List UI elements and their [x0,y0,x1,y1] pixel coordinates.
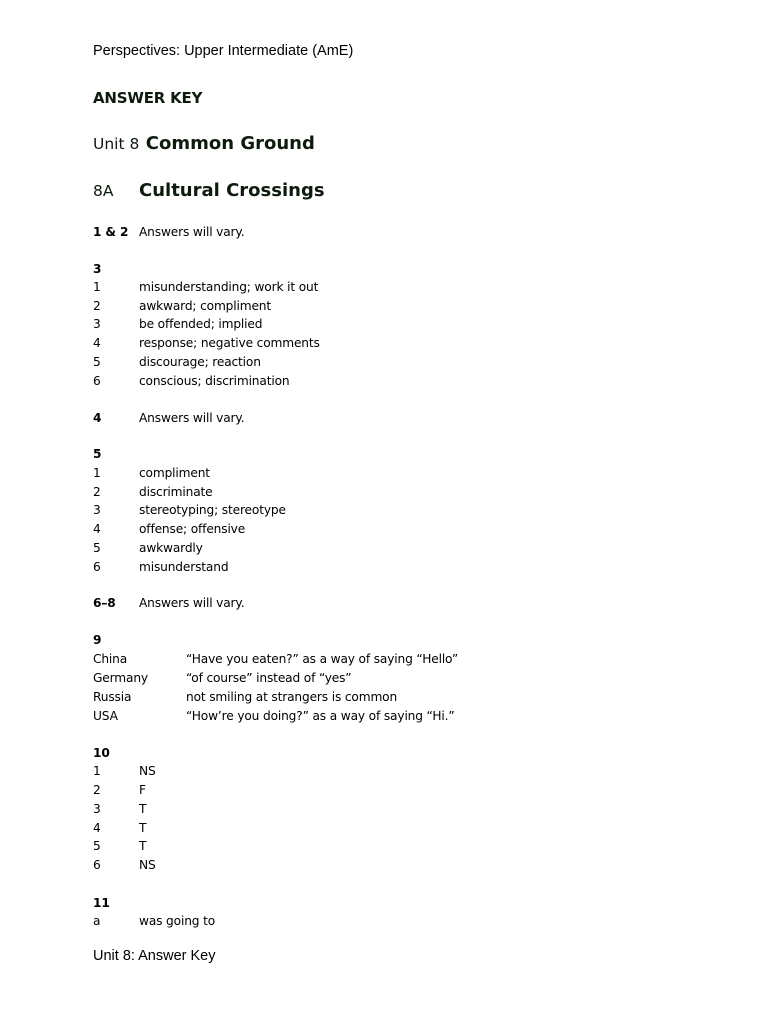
page-header: Perspectives: Upper Intermediate (AmE) [93,43,354,59]
item-answer: NS [139,858,156,872]
item-answer: awkward; compliment [139,299,272,313]
exercise-label: 5 [93,447,102,461]
item-number: 5 [93,355,101,369]
answer-key-heading: ANSWER KEY [93,89,203,107]
item-answer: “How’re you doing?” as a way of saying “Hi.” [186,709,455,723]
item-number: 4 [93,336,101,350]
item-number: 3 [93,317,101,331]
exercise-label: 1 & 2 [93,225,129,239]
item-number: 5 [93,839,101,853]
item-number: 1 [93,280,101,294]
item-answer: be offended; implied [139,317,263,331]
exercise-answer: Answers will vary. [139,596,245,610]
item-answer: T [139,839,147,853]
item-answer: “of course” instead of “yes” [186,671,352,685]
exercise-answer: Answers will vary. [139,225,245,239]
item-number: 2 [93,485,101,499]
item-number: 6 [93,374,101,388]
page-footer: Unit 8: Answer Key [93,948,216,964]
item-answer: T [139,821,147,835]
item-country: China [93,652,128,666]
item-number: a [93,914,101,928]
item-country: USA [93,709,118,723]
item-number: 1 [93,764,101,778]
exercise-label: 11 [93,896,110,910]
item-answer: misunderstand [139,560,229,574]
item-number: 1 [93,466,101,480]
item-number: 5 [93,541,101,555]
exercise-label: 10 [93,746,110,760]
item-number: 4 [93,821,101,835]
item-answer: awkwardly [139,541,203,555]
item-answer: conscious; discrimination [139,374,290,388]
item-answer: NS [139,764,156,778]
item-number: 6 [93,560,101,574]
exercise-answer: Answers will vary. [139,411,245,425]
item-country: Germany [93,671,148,685]
lesson-code: 8A [93,182,114,200]
item-answer: response; negative comments [139,336,320,350]
item-answer: discourage; reaction [139,355,261,369]
lesson-name: Cultural Crossings [139,180,325,201]
item-answer: discriminate [139,485,213,499]
item-number: 2 [93,783,101,797]
item-answer: “Have you eaten?” as a way of saying “Hello” [186,652,459,666]
exercise-label: 6–8 [93,596,116,610]
item-answer: F [139,783,146,797]
item-number: 3 [93,802,101,816]
item-number: 4 [93,522,101,536]
item-answer: was going to [139,914,216,928]
exercise-label: 9 [93,633,102,647]
item-answer: stereotyping; stereotype [139,503,286,517]
item-number: 6 [93,858,101,872]
exercise-label: 3 [93,262,102,276]
item-answer: T [139,802,147,816]
exercise-label: 4 [93,411,102,425]
item-answer: misunderstanding; work it out [139,280,319,294]
item-answer: offense; offensive [139,522,246,536]
unit-name: Common Ground [145,133,315,154]
item-number: 2 [93,299,101,313]
unit-label: Unit 8 [93,135,140,153]
item-answer: compliment [139,466,210,480]
unit-title [93,133,315,154]
item-number: 3 [93,503,101,517]
item-country: Russia [93,690,132,704]
item-answer: not smiling at strangers is common [186,690,398,704]
